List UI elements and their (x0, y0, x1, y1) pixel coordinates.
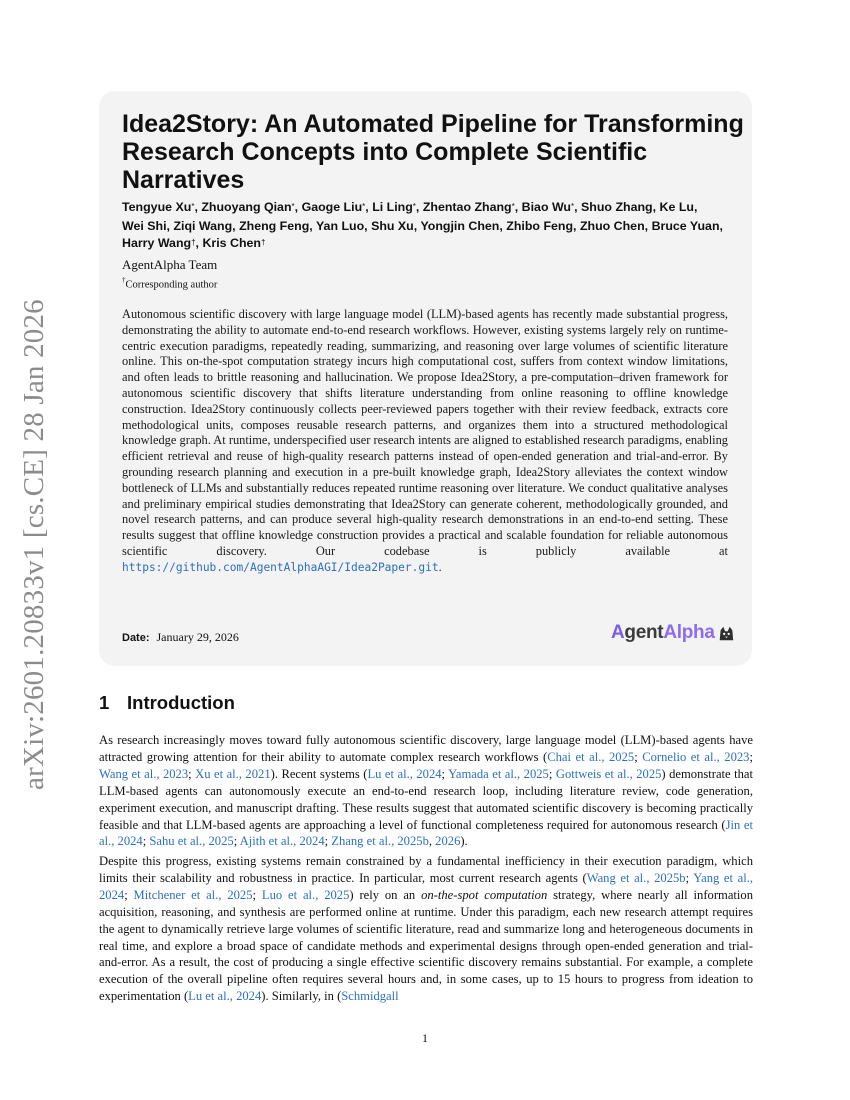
citation-link[interactable]: Chai et al., 2025 (547, 749, 635, 764)
abstract-end: . (438, 559, 442, 574)
citation-link[interactable]: Mitchener et al., 2025 (133, 887, 253, 902)
author-name: Zhuoyang Qian*, (201, 200, 299, 214)
author-mark: † (191, 238, 196, 247)
author-name: Ziqi Wang, (173, 218, 236, 233)
paper-title: Idea2Story: An Automated Pipeline for Transforming Research Concepts into Complete Scientific Narratives (122, 110, 744, 194)
citation-link[interactable]: Ajith et al., 2024 (239, 834, 325, 849)
author-mark: * (362, 202, 366, 211)
citation-link[interactable]: Jin et al., 2024 (99, 817, 753, 849)
fox-icon (717, 624, 735, 642)
citation-link[interactable]: Zhang et al., 2025b (331, 834, 429, 849)
intro-paragraph-2: Despite this progress, existing systems remain constrained by a fundamental inefficiency in their execution paradigm, which limits their scalability and robustness in practice. In particular, most current research agents (Wang et al., 2025b; Yang et al., 2024; Mitchener et al., 2025; Luo et al., 2025) rely on an on-the-spot computation strategy, where nearly all information acquisition, reasoning, and synthesis are performed online at runtime. Under this paradigm, each new research attempt requires the agent to dynamically retrieve large volumes of scientific literature, read and summarize long and heterogeneous documents in real time, and explore a broad space of candidate methods and experimental designs through open-ended generation and trial-and-error. As a result, the cost of producing a single effective scientific discovery remains substantial. For example, a complete execution of the overall pipeline often requires several hours and, in some cases, up to 15 hours to progress from ideation to experimentation (Lu et al., 2024). Similarly, in (Schmidgall (99, 854, 754, 1004)
author-mark: * (511, 202, 515, 211)
author-mark: * (291, 202, 295, 211)
author-mark: * (191, 202, 195, 211)
author-name: Yongjin Chen, (420, 218, 503, 233)
author-name: Shu Xu, (371, 218, 418, 233)
citation-link[interactable]: Yang et al., 2024 (99, 870, 754, 902)
author-name: Zhibo Feng, (506, 218, 577, 233)
author-mark: * (412, 202, 416, 211)
author-name: Yan Luo, (315, 218, 368, 233)
page-number: 1 (422, 1031, 428, 1045)
agentalpha-logo (611, 620, 735, 646)
abstract (122, 307, 728, 576)
emphasis-text: on-the-spot computation (421, 887, 548, 902)
author-mark: † (260, 238, 266, 247)
dagger-mark: † (122, 276, 126, 284)
citation-link[interactable]: Luo et al., 2025 (261, 887, 350, 902)
author-name: Wei Shi, (122, 218, 170, 233)
section-title: Introduction (127, 692, 235, 713)
author-mark: * (571, 202, 575, 211)
citation-link[interactable]: Wang et al., 2025b (586, 870, 686, 885)
citation-link[interactable]: Gottweis et al., 2025 (555, 766, 662, 781)
citation-link[interactable]: Cornelio et al., 2023 (642, 749, 750, 764)
author-name: Shuo Zhang, (581, 200, 657, 214)
citation-link[interactable]: Sahu et al., 2025 (149, 834, 234, 849)
citation-link[interactable]: Wang et al., 2023 (99, 766, 189, 781)
author-name: Biao Wu*, (521, 200, 578, 214)
citation-link[interactable]: Lu et al., 2024 (367, 766, 442, 781)
author-name: Li Ling*, (372, 200, 420, 214)
citation-link[interactable]: Lu et al., 2024 (188, 989, 262, 1004)
author-name: Gaoge Liu*, (301, 200, 369, 214)
author-name: Harry Wang†, (122, 236, 199, 250)
citation-link[interactable]: Xu et al., 2021 (195, 766, 271, 781)
codebase-link[interactable]: https://github.com/AgentAlphaAGI/Idea2Paper.git (122, 560, 439, 574)
arxiv-stamp: arXiv:2601.20833v1 [cs.CE] 28 Jan 2026 (18, 299, 50, 790)
intro-paragraph-1: As research increasingly moves toward fully autonomous scientific discovery, large language model (LLM)-based agents have attracted growing attention for their ability to automate complex research workflows (Chai et al., 2025; Cornelio et al., 2023; Wang et al., 2023; Xu et al., 2021). Recent systems (Lu et al., 2024; Yamada et al., 2025; Gottweis et al., 2025) demonstrate that LLM-based agents can autonomously execute an end-to-end research loop, including literature review, code generation, experiment execution, and manuscript drafting. These results suggest that automated scientific discovery is becoming practically feasible and that LLM-based agents are approaching a level of functional completeness required for autonomous research (Jin et al., 2024; Sahu et al., 2025; Ajith et al., 2024; Zhang et al., 2025b, 2026). (99, 733, 754, 849)
citation-link[interactable]: 2026 (435, 834, 461, 849)
section-number: 1 (99, 692, 110, 713)
abstract-text: Autonomous scientific discovery with large language model (LLM)-based agents has recently made substantial progress, demonstrating the ability to automate end-to-end research workflows. However, existing systems largely rely on runtime-centric execution paradigms, repeatedly reading, summarizing, and reasoning over large volumes of scientific literature online. This on-the-spot computation strategy incurs high computational cost, suffers from context window limitations, and often leads to brittle reasoning and hallucination. We propose Idea2Story, a pre-computation–driven framework for autonomous scientific discovery that shifts literature understanding from online reasoning to offline knowledge construction. Idea2Story continuously collects peer-reviewed papers together with their review feedback, extracts core methodological units, composes reusable research patterns, and organizes them into a structured methodological knowledge graph. At runtime, underspecified user research intents are aligned to established research paradigms, enabling efficient retrieval and reuse of high-quality research patterns instead of open-ended generation and trial-and-error. By grounding research planning and execution in a pre-built knowledge graph, Idea2Story alleviates the context window bottleneck of LLMs and substantially reduces repeated runtime reasoning over literature. We conduct qualitative analyses and preliminary empirical studies demonstrating that Idea2Story can generate coherent, methodologically grounded, and novel research patterns, and can produce several high-quality research demonstrations in an end-to-end setting. These results suggest that offline knowledge construction provides a practical and scalable foundation for reliable autonomous scientific discovery. Our codebase is publicly available at (122, 307, 728, 558)
team-name: AgentAlpha Team (122, 257, 218, 272)
section-heading (99, 692, 235, 714)
author-name: Zhentao Zhang*, (422, 200, 519, 214)
citation-link[interactable]: Yamada et al., 2025 (448, 766, 549, 781)
corresponding-author-label: Corresponding author (125, 279, 218, 291)
author-name: Kris Chen† (202, 236, 266, 250)
date-value: January 29, 2026 (156, 630, 239, 644)
logo-wordmark: AgentAlpha (611, 622, 715, 643)
date-row (122, 629, 239, 646)
author-name: Ke Lu, (659, 200, 698, 214)
date-label: Date: (122, 632, 150, 644)
author-name: Bruce Yuan, (651, 218, 723, 233)
author-name: Zhuo Chen, (579, 218, 649, 233)
corresponding-author-note (122, 274, 217, 293)
author-list (122, 199, 734, 254)
author-name: Zheng Feng, (239, 218, 313, 233)
author-name: Tengyue Xu*, (122, 200, 198, 214)
citation-link[interactable]: Schmidgall (341, 989, 399, 1004)
